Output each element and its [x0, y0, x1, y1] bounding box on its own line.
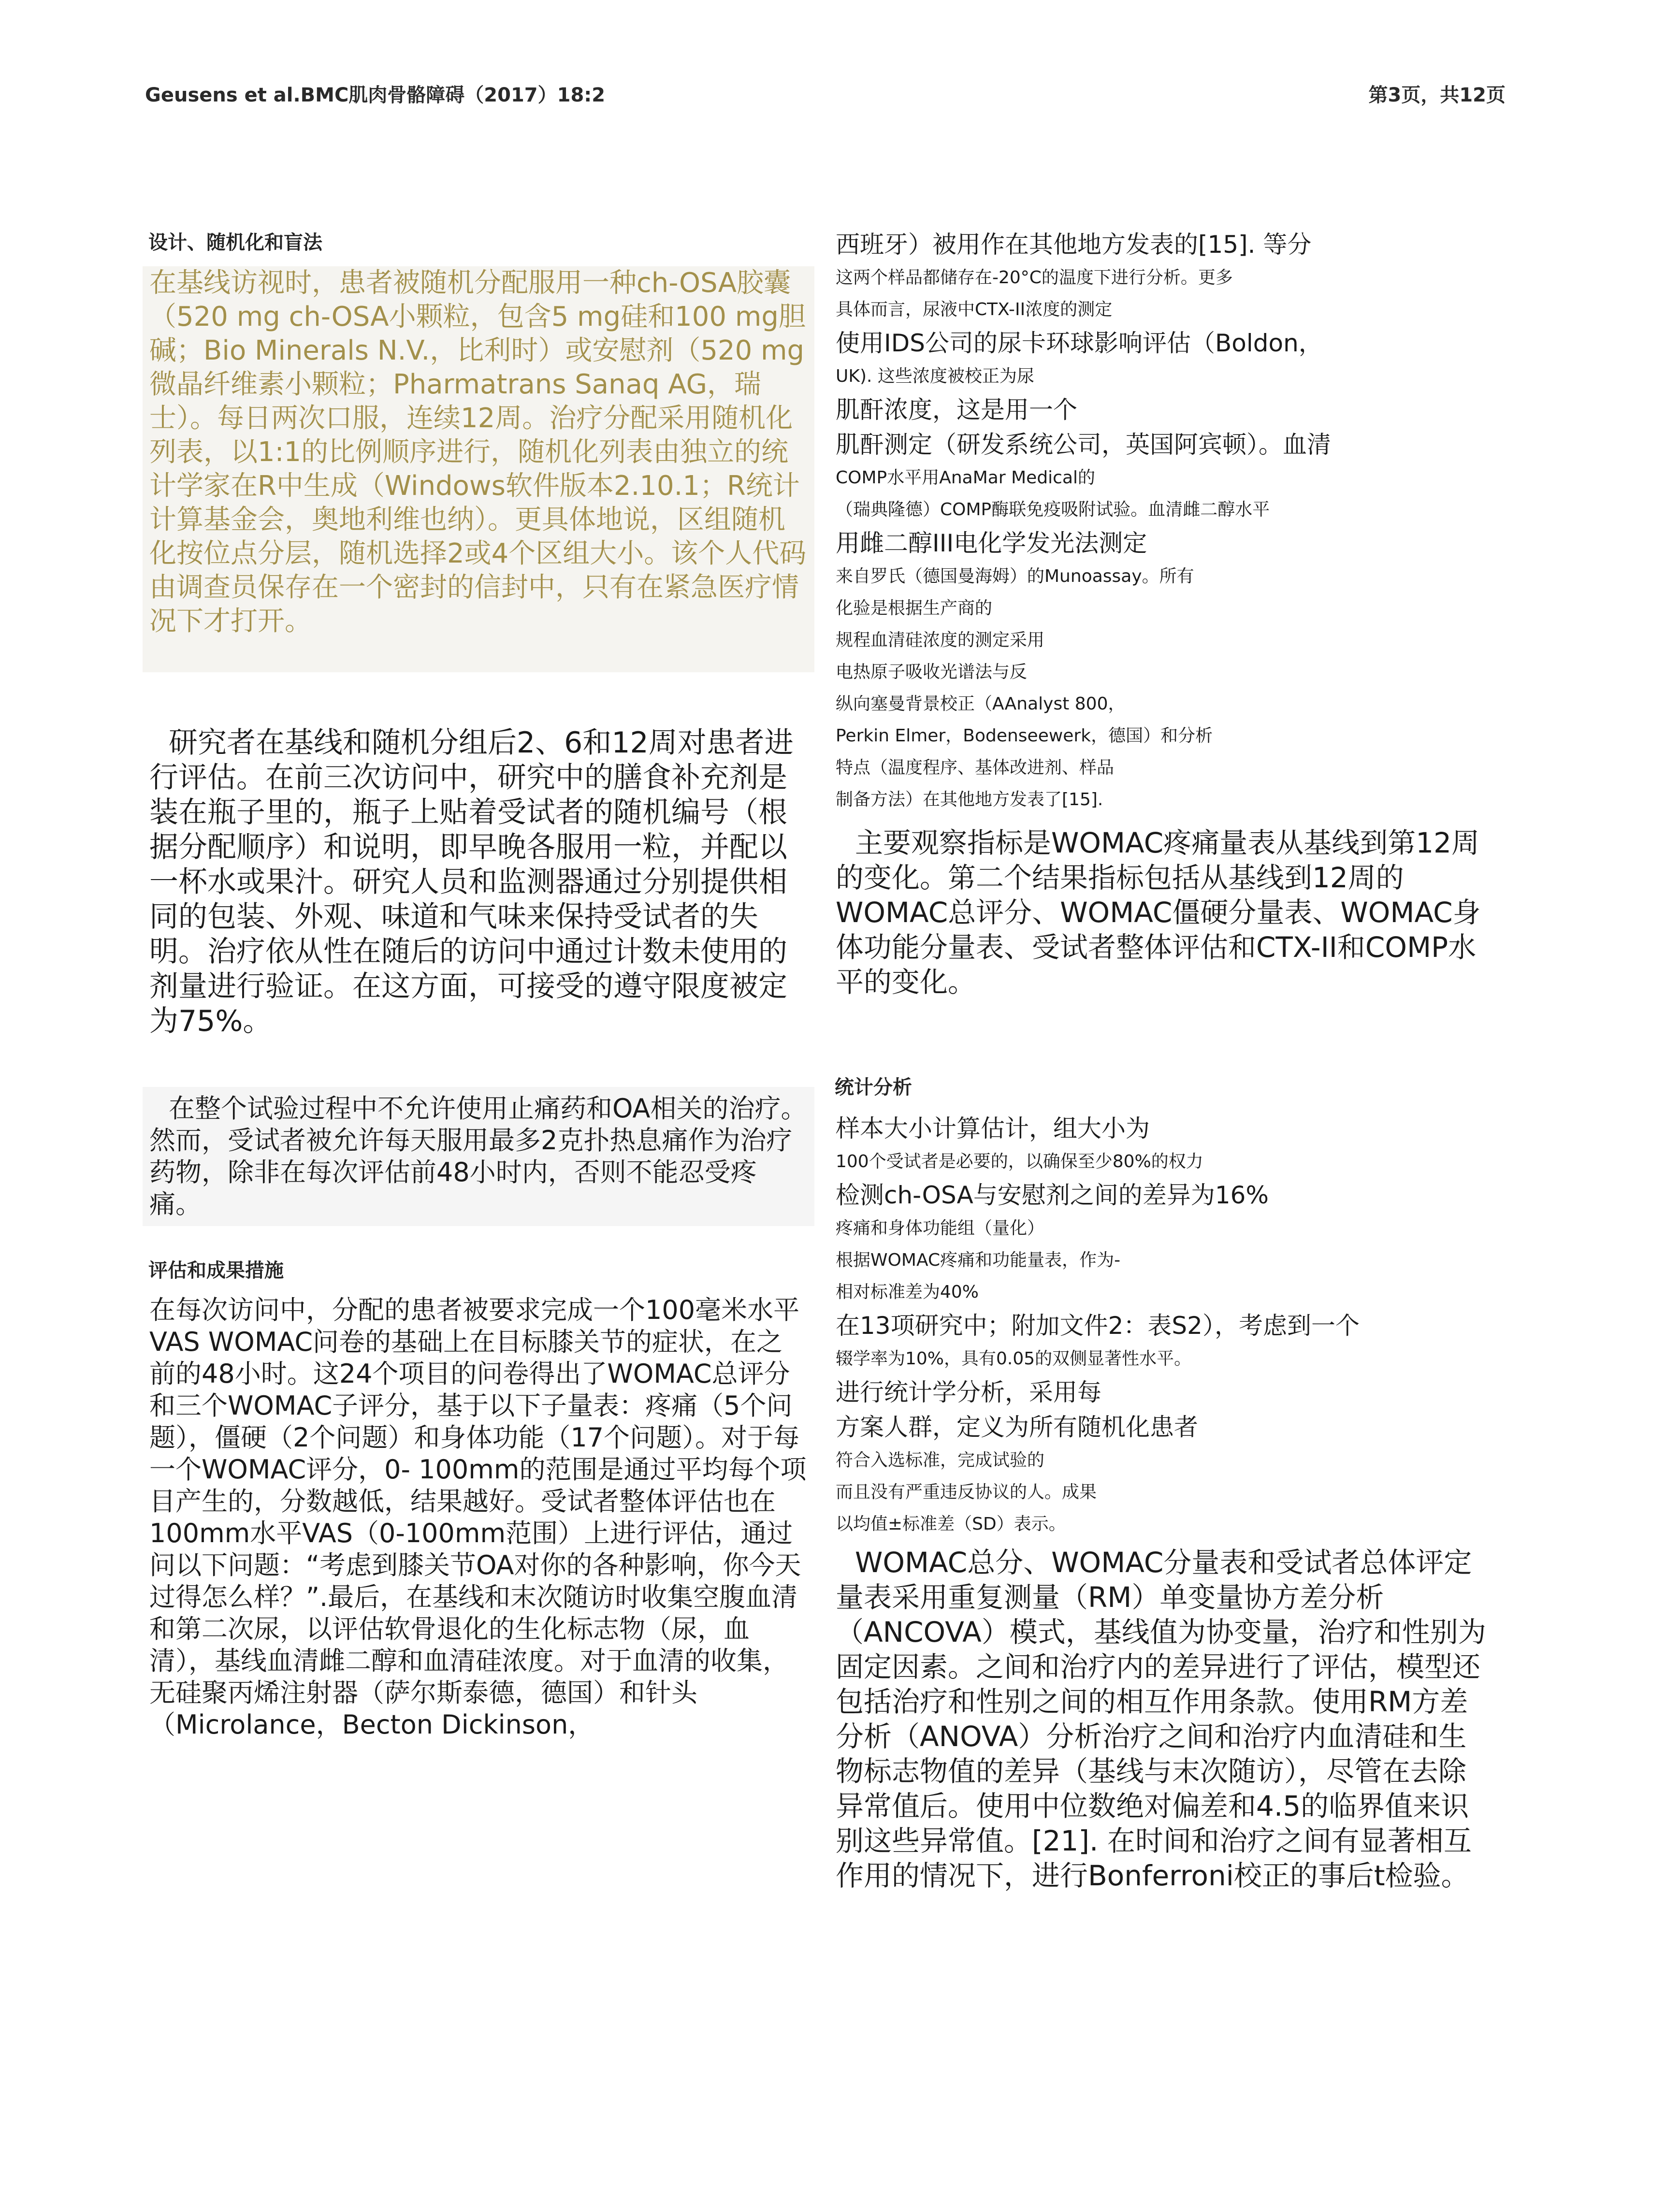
- text-line: 具体而言，尿液中CTX-II浓度的测定: [836, 300, 1113, 319]
- section-heading-statistics: 统计分析: [835, 1076, 912, 1099]
- text-line: COMP水平用AnaMar Medical的: [836, 468, 1096, 488]
- statistics-lines: [829, 1111, 1498, 1540]
- text-line: 样本大小计算估计，组大小为: [836, 1114, 1150, 1142]
- spacer: [143, 1226, 814, 1255]
- text-line: 西班牙）被用作在其他地方发表的[15]. 等分: [836, 231, 1312, 259]
- text-line: 检测ch-OSA与安慰剂之间的差异为16%: [836, 1181, 1269, 1209]
- text-line: 疼痛和身体功能组（量化）: [836, 1218, 1045, 1238]
- text-line: 特点（温度程序、基体改进剂、样品: [836, 758, 1115, 778]
- text-line: 规程血清硅浓度的测定采用: [836, 630, 1045, 650]
- text-line: Perkin Elmer，Bodenseewerk，德国）和分析: [836, 726, 1213, 746]
- text-line: 根据WOMAC疼痛和功能量表，作为-: [836, 1250, 1121, 1270]
- text-line: 制备方法）在其他地方发表了[15].: [836, 790, 1103, 810]
- text-line: 相对标准差为40%: [836, 1282, 979, 1302]
- lab-methods-lines: [829, 227, 1498, 816]
- text-line: 而且没有严重违反协议的人。成果: [836, 1482, 1097, 1502]
- text-line: 来自罗氏（德国曼海姆）的Munoassay。所有: [836, 566, 1194, 586]
- paragraph-outcomes: 主要观察指标是WOMAC疼痛量表从基线到第12周的变化。第二个结果指标包括从基线到12周的WOMAC总评分、WOMAC僵硬分量表、WOMAC身体功能分量表、受试者整体评估和CTX-II和COMP水平的变化。: [836, 826, 1481, 998]
- text-line: 这两个样品都储存在-20°C的温度下进行分析。更多: [836, 268, 1233, 288]
- text-line: 用雌二醇III电化学发光法测定: [836, 529, 1147, 557]
- section-heading-design: 设计、随机化和盲法: [148, 231, 322, 254]
- paragraph-analgesics: 在整个试验过程中不允许使用止痛药和OA相关的治疗。然而，受试者被允许每天服用最多2克扑热息痛作为治疗药物，除非在每次评估前48小时内，否则不能忍受疼痛。: [143, 1087, 814, 1226]
- text-line: 辍学率为10%，具有0.05的双侧显著性水平。: [836, 1349, 1192, 1369]
- running-header-citation: Geusens et al.BMC肌肉骨骼障碍（2017）18:2: [145, 84, 606, 106]
- right-column: [829, 227, 1498, 1893]
- text-line: 在13项研究中；附加文件2：表S2），考虑到一个: [836, 1312, 1360, 1340]
- text-line: 使用IDS公司的尿卡环球影响评估（Boldon，: [836, 329, 1323, 357]
- paragraph-assessment: 在每次访问中，分配的患者被要求完成一个100毫米水平VAS WOMAC问卷的基础上在目标膝关节的症状，在之前的48小时。这24个项目的问卷得出了WOMAC总评分和三个WOMAC子评分，基于以下子量表：疼痛（5个问题），僵硬（2个问题）和身体功能（17个问题）。对于每一个WOMAC评分，0- 100mm的范围是通过平均每个项目产生的，分数越低，结果越好。受试者整体评估也在100mm水平VAS（0-100mm范围）上进行评估，通过问以下问题：“考虑到膝关节OA对你的各种影响，你今天过得怎么样？”.最后，在基线和末次随访时收集空腹血清和第二次尿，以评估软骨退化的生化标志物（尿，血清），基线血清雌二醇和血清硅浓度。对于血清的收集，无硅聚丙烯注射器（萨尔斯泰德，德国）和针头（Microlance，Becton Dickinson，: [149, 1295, 807, 1740]
- spacer: [143, 1039, 814, 1087]
- paragraph-visits: 研究者在基线和随机分组后2、6和12周对患者进行评估。在前三次访问中，研究中的膳食补充剂是装在瓶子里的，瓶子上贴着受试者的随机编号（根据分配顺序）和说明，即早晚各服用一粒，并配以一杯水或果汁。研究人员和监测器通过分别提供相同的包装、外观、味道和气味来保持受试者的失明。治疗依从性在随后的访问中通过计数未使用的剂量进行验证。在这方面，可接受的遵守限度被定为75%。: [149, 726, 794, 1038]
- text-line: 电热原子吸收光谱法与反: [836, 662, 1028, 682]
- paragraph-design: 在基线访视时，患者被随机分配服用一种ch-OSA胶囊（520 mg ch-OSA小颗粒，包含5 mg硅和100 mg胆碱；Bio Minerals N.V.，比利时）或安慰剂（520 mg微晶纤维素小颗粒；Pharmatrans Sanaq AG，瑞士）。每日两次口服，连续12周。治疗分配采用随机化列表，以1:1的比例顺序进行，随机化列表由独立的统计学家在R中生成（Windows软件版本2.10.1；R统计计算基金会，奥地利维也纳）。更具体地说，区组随机化按位点分层，随机选择2或4个区组大小。该个人代码由调查员保存在一个密封的信封中，只有在紧急医疗情况下才打开。: [143, 266, 814, 672]
- text-line: 100个受试者是必要的，以确保至少80%的权力: [836, 1152, 1203, 1171]
- paragraph-ancova: WOMAC总分、WOMAC分量表和受试者总体评定量表采用重复测量（RM）单变量协方差分析（ANCOVA）模式，基线值为协变量，治疗和性别为固定因素。之间和治疗内的差异进行了评估，模型还包括治疗和性别之间的相互作用条款。使用RM方差分析（ANOVA）分析治疗之间和治疗内血清硅和生物标志物值的差异（基线与末次随访），尽管在去除异常值后。使用中位数绝对偏差和4.5的临界值来识别这些异常值。[21]. 在时间和治疗之间有显著相互作用的情况下，进行Bonferroni校正的事后t检验。: [836, 1546, 1486, 1892]
- text-line: （瑞典隆德）COMP酶联免疫吸附试验。血清雌二醇水平: [836, 500, 1270, 520]
- text-line: 进行统计学分析，采用每: [836, 1378, 1101, 1406]
- text-line: 纵向塞曼背景校正（AAnalyst 800，: [836, 694, 1126, 714]
- text-line: UK). 这些浓度被校正为尿: [836, 366, 1034, 386]
- text-line: 符合入选标准，完成试验的: [836, 1450, 1045, 1470]
- page-number: 第3页，共12页: [1368, 84, 1506, 106]
- text-line: 以均值±标准差（SD）表示。: [836, 1514, 1066, 1534]
- text-line: 肌酐浓度，这是用一个: [836, 396, 1077, 424]
- text-line: 肌酐测定（研发系统公司，英国阿宾顿）。血清: [836, 431, 1331, 459]
- text-line: 化验是根据生产商的: [836, 598, 993, 618]
- text-line: 方案人群，定义为所有随机化患者: [836, 1413, 1198, 1441]
- section-heading-assessment: 评估和成果措施: [148, 1259, 284, 1282]
- left-column: [143, 227, 814, 1741]
